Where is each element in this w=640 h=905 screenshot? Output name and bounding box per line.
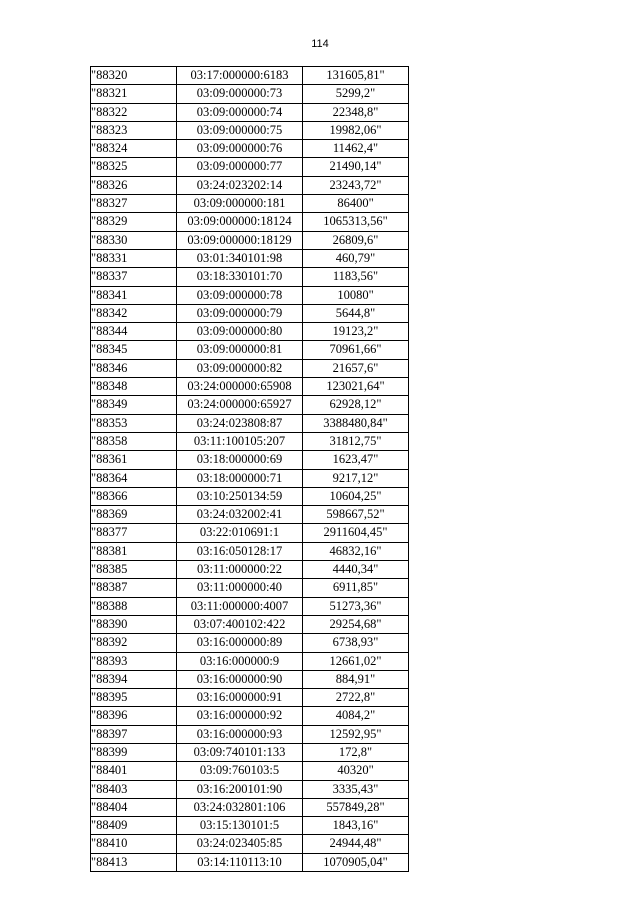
cadastral-number-cell: 03:16:000000:92 bbox=[177, 707, 303, 725]
cadastral-number-cell: 03:15:130101:5 bbox=[177, 817, 303, 835]
value-cell: 12592,95" bbox=[303, 725, 409, 743]
record-code-cell: "88366 bbox=[91, 487, 177, 505]
record-code-cell: "88325 bbox=[91, 158, 177, 176]
value-cell: 6738,93" bbox=[303, 634, 409, 652]
record-code-cell: "88394 bbox=[91, 670, 177, 688]
table-row bbox=[91, 323, 409, 341]
record-code-cell: "88413 bbox=[91, 853, 177, 871]
table-row bbox=[91, 817, 409, 835]
record-code-cell: "88377 bbox=[91, 524, 177, 542]
record-code-cell: "88346 bbox=[91, 359, 177, 377]
table-row bbox=[91, 597, 409, 615]
value-cell: 131605,81" bbox=[303, 67, 409, 85]
table-row bbox=[91, 432, 409, 450]
table-row bbox=[91, 121, 409, 139]
record-code-cell: "88397 bbox=[91, 725, 177, 743]
record-code-cell: "88410 bbox=[91, 835, 177, 853]
cadastral-number-cell: 03:09:000000:82 bbox=[177, 359, 303, 377]
table-row bbox=[91, 414, 409, 432]
cadastral-number-cell: 03:09:000000:181 bbox=[177, 195, 303, 213]
value-cell: 3335,43" bbox=[303, 780, 409, 798]
table-row bbox=[91, 506, 409, 524]
record-code-cell: "88385 bbox=[91, 561, 177, 579]
cadastral-number-cell: 03:24:023808:87 bbox=[177, 414, 303, 432]
value-cell: 460,79" bbox=[303, 249, 409, 267]
table-row bbox=[91, 762, 409, 780]
record-code-cell: "88337 bbox=[91, 268, 177, 286]
table-row bbox=[91, 304, 409, 322]
record-code-cell: "88404 bbox=[91, 798, 177, 816]
value-cell: 5644,8" bbox=[303, 304, 409, 322]
record-code-cell: "88326 bbox=[91, 176, 177, 194]
table-row bbox=[91, 689, 409, 707]
cadastral-number-cell: 03:09:760103:5 bbox=[177, 762, 303, 780]
value-cell: 172,8" bbox=[303, 743, 409, 761]
record-code-cell: "88403 bbox=[91, 780, 177, 798]
table-row bbox=[91, 268, 409, 286]
record-code-cell: "88329 bbox=[91, 213, 177, 231]
record-code-cell: "88387 bbox=[91, 579, 177, 597]
cadastral-number-cell: 03:09:000000:77 bbox=[177, 158, 303, 176]
value-cell: 4440,34" bbox=[303, 561, 409, 579]
record-code-cell: "88327 bbox=[91, 195, 177, 213]
cadastral-number-cell: 03:16:000000:93 bbox=[177, 725, 303, 743]
table-row bbox=[91, 469, 409, 487]
table-row bbox=[91, 615, 409, 633]
table-row bbox=[91, 176, 409, 194]
cadastral-number-cell: 03:16:000000:90 bbox=[177, 670, 303, 688]
table-row bbox=[91, 67, 409, 85]
record-code-cell: "88390 bbox=[91, 615, 177, 633]
table-row bbox=[91, 561, 409, 579]
value-cell: 123021,64" bbox=[303, 378, 409, 396]
record-code-cell: "88353 bbox=[91, 414, 177, 432]
table-row bbox=[91, 103, 409, 121]
cadastral-number-cell: 03:09:000000:78 bbox=[177, 286, 303, 304]
cadastral-number-cell: 03:17:000000:6183 bbox=[177, 67, 303, 85]
record-code-cell: "88321 bbox=[91, 85, 177, 103]
cadastral-number-cell: 03:24:032002:41 bbox=[177, 506, 303, 524]
cadastral-number-cell: 03:09:000000:80 bbox=[177, 323, 303, 341]
value-cell: 4084,2" bbox=[303, 707, 409, 725]
record-code-cell: "88392 bbox=[91, 634, 177, 652]
record-code-cell: "88330 bbox=[91, 231, 177, 249]
cadastral-number-cell: 03:09:000000:74 bbox=[177, 103, 303, 121]
value-cell: 21490,14" bbox=[303, 158, 409, 176]
table-row bbox=[91, 670, 409, 688]
table-row bbox=[91, 835, 409, 853]
record-code-cell: "88331 bbox=[91, 249, 177, 267]
table-row bbox=[91, 231, 409, 249]
table-row bbox=[91, 378, 409, 396]
registry-table bbox=[90, 66, 409, 872]
record-code-cell: "88395 bbox=[91, 689, 177, 707]
table-row bbox=[91, 487, 409, 505]
table-row bbox=[91, 286, 409, 304]
table-row bbox=[91, 707, 409, 725]
value-cell: 2911604,45" bbox=[303, 524, 409, 542]
cadastral-number-cell: 03:24:023202:14 bbox=[177, 176, 303, 194]
value-cell: 1623,47" bbox=[303, 451, 409, 469]
cadastral-number-cell: 03:09:000000:76 bbox=[177, 140, 303, 158]
table-row bbox=[91, 341, 409, 359]
table-row bbox=[91, 451, 409, 469]
value-cell: 1070905,04" bbox=[303, 853, 409, 871]
table-row bbox=[91, 652, 409, 670]
cadastral-number-cell: 03:24:000000:65908 bbox=[177, 378, 303, 396]
value-cell: 19982,06" bbox=[303, 121, 409, 139]
cadastral-number-cell: 03:14:110113:10 bbox=[177, 853, 303, 871]
cadastral-number-cell: 03:10:250134:59 bbox=[177, 487, 303, 505]
cadastral-number-cell: 03:18:000000:71 bbox=[177, 469, 303, 487]
record-code-cell: "88358 bbox=[91, 432, 177, 450]
record-code-cell: "88409 bbox=[91, 817, 177, 835]
table-row bbox=[91, 158, 409, 176]
cadastral-number-cell: 03:16:200101:90 bbox=[177, 780, 303, 798]
value-cell: 12661,02" bbox=[303, 652, 409, 670]
table-row bbox=[91, 743, 409, 761]
value-cell: 29254,68" bbox=[303, 615, 409, 633]
record-code-cell: "88364 bbox=[91, 469, 177, 487]
value-cell: 22348,8" bbox=[303, 103, 409, 121]
table-row bbox=[91, 213, 409, 231]
value-cell: 86400" bbox=[303, 195, 409, 213]
record-code-cell: "88324 bbox=[91, 140, 177, 158]
value-cell: 62928,12" bbox=[303, 396, 409, 414]
cadastral-number-cell: 03:09:000000:79 bbox=[177, 304, 303, 322]
value-cell: 6911,85" bbox=[303, 579, 409, 597]
cadastral-number-cell: 03:24:000000:65927 bbox=[177, 396, 303, 414]
cadastral-number-cell: 03:16:050128:17 bbox=[177, 542, 303, 560]
value-cell: 884,91" bbox=[303, 670, 409, 688]
record-code-cell: "88322 bbox=[91, 103, 177, 121]
cadastral-number-cell: 03:11:000000:40 bbox=[177, 579, 303, 597]
cadastral-number-cell: 03:09:000000:75 bbox=[177, 121, 303, 139]
record-code-cell: "88399 bbox=[91, 743, 177, 761]
record-code-cell: "88345 bbox=[91, 341, 177, 359]
cadastral-number-cell: 03:16:000000:9 bbox=[177, 652, 303, 670]
cadastral-number-cell: 03:07:400102:422 bbox=[177, 615, 303, 633]
record-code-cell: "88341 bbox=[91, 286, 177, 304]
record-code-cell: "88323 bbox=[91, 121, 177, 139]
record-code-cell: "88396 bbox=[91, 707, 177, 725]
cadastral-number-cell: 03:11:000000:4007 bbox=[177, 597, 303, 615]
cadastral-number-cell: 03:18:000000:69 bbox=[177, 451, 303, 469]
cadastral-number-cell: 03:18:330101:70 bbox=[177, 268, 303, 286]
cadastral-number-cell: 03:16:000000:89 bbox=[177, 634, 303, 652]
record-code-cell: "88393 bbox=[91, 652, 177, 670]
registry-table-body bbox=[91, 67, 409, 872]
table-row bbox=[91, 579, 409, 597]
value-cell: 557849,28" bbox=[303, 798, 409, 816]
cadastral-number-cell: 03:09:000000:73 bbox=[177, 85, 303, 103]
cadastral-number-cell: 03:09:000000:81 bbox=[177, 341, 303, 359]
value-cell: 10604,25" bbox=[303, 487, 409, 505]
value-cell: 1843,16" bbox=[303, 817, 409, 835]
record-code-cell: "88320 bbox=[91, 67, 177, 85]
value-cell: 40320" bbox=[303, 762, 409, 780]
page-number: 114 bbox=[311, 38, 329, 50]
table-row bbox=[91, 542, 409, 560]
cadastral-number-cell: 03:09:000000:18124 bbox=[177, 213, 303, 231]
record-code-cell: "88342 bbox=[91, 304, 177, 322]
value-cell: 9217,12" bbox=[303, 469, 409, 487]
cadastral-number-cell: 03:01:340101:98 bbox=[177, 249, 303, 267]
table-row bbox=[91, 396, 409, 414]
cadastral-number-cell: 03:24:032801:106 bbox=[177, 798, 303, 816]
table-row bbox=[91, 195, 409, 213]
cadastral-number-cell: 03:09:000000:18129 bbox=[177, 231, 303, 249]
cadastral-number-cell: 03:24:023405:85 bbox=[177, 835, 303, 853]
value-cell: 46832,16" bbox=[303, 542, 409, 560]
record-code-cell: "88348 bbox=[91, 378, 177, 396]
table-row bbox=[91, 725, 409, 743]
record-code-cell: "88349 bbox=[91, 396, 177, 414]
table-row bbox=[91, 249, 409, 267]
value-cell: 5299,2" bbox=[303, 85, 409, 103]
table-row bbox=[91, 85, 409, 103]
table-row bbox=[91, 780, 409, 798]
record-code-cell: "88361 bbox=[91, 451, 177, 469]
value-cell: 70961,66" bbox=[303, 341, 409, 359]
value-cell: 1065313,56" bbox=[303, 213, 409, 231]
record-code-cell: "88369 bbox=[91, 506, 177, 524]
value-cell: 24944,48" bbox=[303, 835, 409, 853]
value-cell: 23243,72" bbox=[303, 176, 409, 194]
table-row bbox=[91, 634, 409, 652]
value-cell: 10080" bbox=[303, 286, 409, 304]
value-cell: 11462,4" bbox=[303, 140, 409, 158]
cadastral-number-cell: 03:16:000000:91 bbox=[177, 689, 303, 707]
record-code-cell: "88344 bbox=[91, 323, 177, 341]
cadastral-number-cell: 03:22:010691:1 bbox=[177, 524, 303, 542]
table-row bbox=[91, 524, 409, 542]
cadastral-number-cell: 03:11:000000:22 bbox=[177, 561, 303, 579]
record-code-cell: "88388 bbox=[91, 597, 177, 615]
value-cell: 31812,75" bbox=[303, 432, 409, 450]
cadastral-number-cell: 03:11:100105:207 bbox=[177, 432, 303, 450]
value-cell: 2722,8" bbox=[303, 689, 409, 707]
cadastral-number-cell: 03:09:740101:133 bbox=[177, 743, 303, 761]
value-cell: 21657,6" bbox=[303, 359, 409, 377]
record-code-cell: "88401 bbox=[91, 762, 177, 780]
value-cell: 19123,2" bbox=[303, 323, 409, 341]
value-cell: 51273,36" bbox=[303, 597, 409, 615]
table-row bbox=[91, 853, 409, 871]
table-row bbox=[91, 140, 409, 158]
record-code-cell: "88381 bbox=[91, 542, 177, 560]
value-cell: 3388480,84" bbox=[303, 414, 409, 432]
value-cell: 1183,56" bbox=[303, 268, 409, 286]
table-row bbox=[91, 798, 409, 816]
value-cell: 598667,52" bbox=[303, 506, 409, 524]
table-row bbox=[91, 359, 409, 377]
value-cell: 26809,6" bbox=[303, 231, 409, 249]
